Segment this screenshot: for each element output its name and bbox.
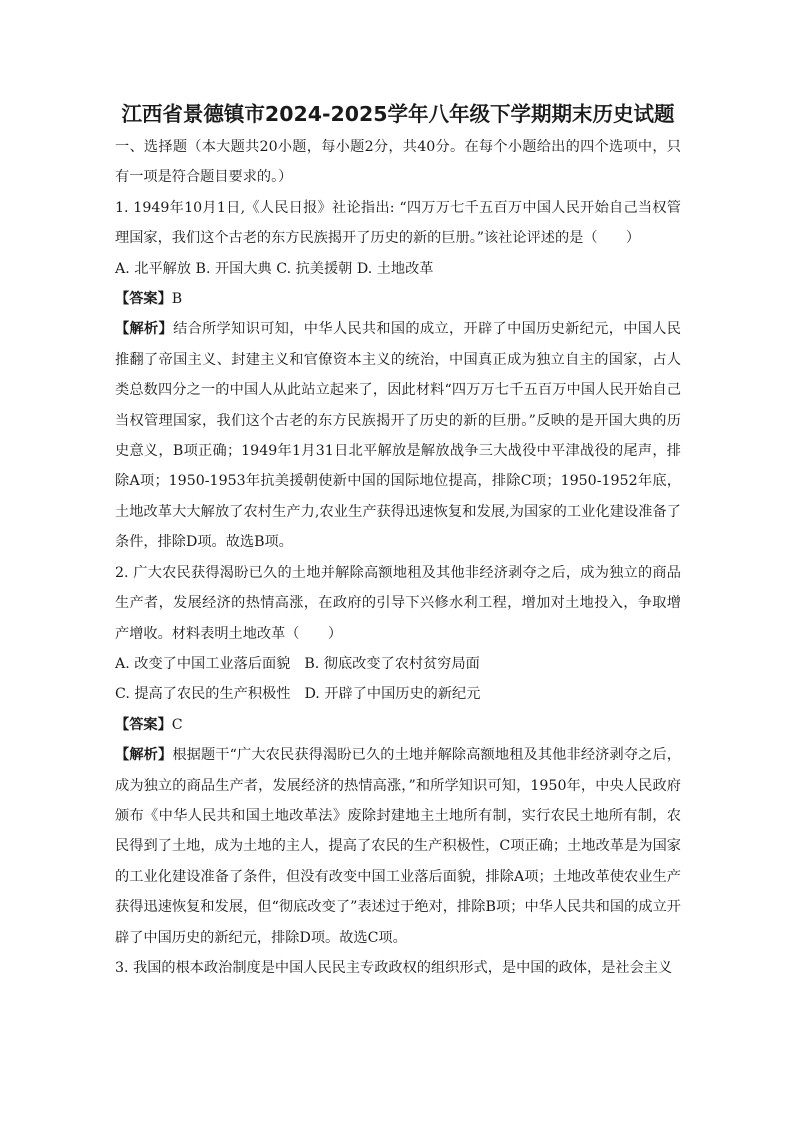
question-2-answer (115, 710, 681, 740)
question-2-options-row-2 (115, 679, 681, 709)
answer-value: C (171, 716, 183, 733)
option-a: A. 改变了中国工业落后面貌 (115, 655, 291, 672)
analysis-label: 【解析】 (115, 321, 174, 338)
answer-label: 【答案】 (115, 716, 172, 733)
question-1-analysis (115, 314, 681, 557)
page-title: 江西省景德镇市2024-2025学年八年级下学期期末历史试题 (121, 102, 675, 126)
answer-label: 【答案】 (115, 291, 172, 308)
analysis-text: 根据题干“广大农民获得渴盼已久的土地并解除高额地租及其他非经济剥夺之后，成为独立的商品生产者，发展经济的热情高涨，”和所学知识可知，1950年，中央人民政府颁布《中华人民共和国土地改革法》废除封建地主土地所有制，实行农民土地所有制，农民得到了土地，成为土地的主人，提高了农民的生产积极性，C项正确；土地改革是为国家的工业化建设准备了条件，但没有改变中国工业落后面貌，排除A项；土地改革使农业生产获得迅速恢复和发展，但“彻底改变了”表述过于绝对，排除B项；中华人民共和国的成立开辟了中国历史的新纪元，排除D项。故选C项。 (115, 747, 681, 946)
option-c: C. 提高了农民的生产积极性 (115, 686, 291, 703)
question-2-analysis (115, 740, 681, 953)
document-page (115, 100, 681, 983)
section-heading: 一、选择题（本大题共20小题，每小题2分，共40分。在每个小题给出的四个选项中，只有一项是符合题目要求的。） (115, 139, 681, 186)
analysis-label: 【解析】 (115, 747, 173, 764)
question-1-answer (115, 284, 681, 314)
option-b: B. 彻底改变了农村贫穷局面 (304, 655, 480, 672)
question-2-options-row-1 (115, 649, 681, 679)
question-1-stem: 1. 1949年10月1日,《人民日报》社论指出: “四万万七千五百万中国人民开始自己当权管理国家，我们这个古老的东方民族揭开了历史的新的巨册。”该社论评述的是（ ） (115, 199, 681, 247)
question-2-stem: 2. 广大农民获得渴盼已久的土地并解除高额地租及其他非经济剥夺之后，成为独立的商品生产者，发展经济的热情高涨，在政府的引导下兴修水利工程，增加对土地投入，争取增产增收。材料表明土地改革（ ） (115, 564, 681, 642)
question-3-stem: 3. 我国的根本政治制度是中国人民民主专政政权的组织形式，是中国的政体，是社会主义 (115, 959, 673, 976)
question-1-options: A. 北平解放 B. 开国大典 C. 抗美援朝 D. 土地改革 (115, 260, 434, 277)
analysis-text: 结合所学知识可知，中华人民共和国的成立，开辟了中国历史新纪元，中国人民推翻了帝国主义、封建主义和官僚资本主义的统治，中国真正成为独立自主的国家，占人类总数四分之一的中国人从此站立起来了，因此材料“四万万七千五百万中国人民开始自己当权管理国家，我们这个古老的东方民族揭开了历史的新的巨册。”反映的是开国大典的历史意义，B项正确；1949年1月31日北平解放是解放战争三大战役中平津战役的尾声，排除A项；1950-1953年抗美援朝使新中国的国际地位提高，排除C项；1950-1952年底，土地改革大大解放了农村生产力,农业生产获得迅速恢复和发展,为国家的工业化建设准备了条件，排除D项。故选B项。 (115, 321, 681, 551)
answer-value: B (171, 291, 183, 308)
option-d: D. 开辟了中国历史的新纪元 (304, 686, 481, 703)
